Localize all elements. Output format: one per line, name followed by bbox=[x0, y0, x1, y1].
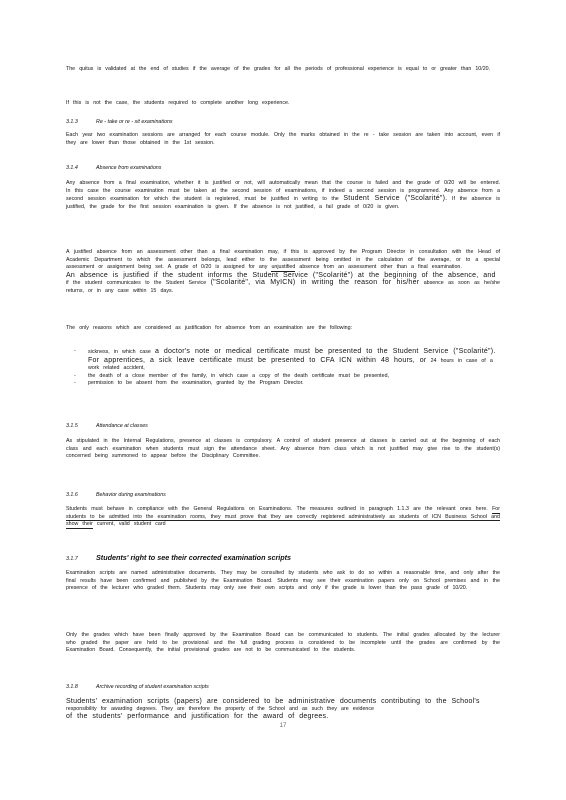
list-item bbox=[88, 373, 500, 381]
list-item-text: permission to be absent from the examination, granted by the Program Director. bbox=[88, 380, 304, 387]
myicn-emphasis: ("Scolarité", via MyICN) in writing the reason for his/her bbox=[210, 279, 420, 287]
absence-paragraph-2 bbox=[66, 249, 500, 296]
absence-text-1 bbox=[66, 180, 500, 211]
list-item-text: the death of a close member of the family, in which case a copy of the death certificate must be presented, bbox=[88, 372, 389, 379]
absence-text-part: Any absence from a final examination, whether it is justified or not, will automatically mean that the course is failed and the grade of 0/20 will be entered. In this case the course examination must be taken at the second session of examinations, if indeed a second session is programmed. Any absence from a second session examination for which the student is registered, must be justified in writing to the bbox=[66, 180, 500, 203]
behavior-text-part: current, valid student card bbox=[96, 521, 166, 528]
section-number: 3.1.7 bbox=[66, 556, 78, 562]
medical-certificate-emphasis: a doctor's note or medical certificate must be presented to the Student Service ("Scolarité"). For apprentices, a sick leave certificate must be presented to CFA ICN within 48 hours, or bbox=[88, 348, 496, 364]
scripts-paragraph-1 bbox=[66, 570, 500, 593]
section-heading-3-1-8 bbox=[66, 684, 209, 691]
list-item bbox=[88, 380, 500, 388]
scripts-paragraph-2 bbox=[66, 632, 500, 655]
list-item bbox=[88, 348, 500, 373]
scripts-text-2: Only the grades which have been finally approved by the Examination Board can be communicated to students. The initial grades allocated by the lecturer who graded the paper are held to be provisional and the full grading process is considered to be incomplete until the grades are confirmed by the Examination Board. Consequently, the initial provisional grades are not to be communicated to the students. bbox=[66, 632, 500, 654]
absence-text-part: if the student communicates to the Student Service bbox=[66, 280, 207, 287]
retake-paragraph bbox=[66, 132, 500, 147]
section-heading-3-1-4 bbox=[66, 165, 161, 172]
section-number: 3.1.5 bbox=[66, 423, 78, 429]
justified-absence-emphasis: An absence is justified if the student informs the Student Service ("Scolarité") at the beginning of the absence, and bbox=[66, 271, 496, 279]
section-title: Re - take or re - sit examinations bbox=[96, 119, 173, 125]
quitus-text: The quitus is validated at the end of studies if the average of the grades for all the periods of professional experience is equal to or greater than 10/20. bbox=[66, 66, 491, 72]
section-number: 3.1.6 bbox=[66, 492, 78, 498]
section-title: Archive recording of student examination scripts bbox=[96, 684, 209, 690]
section-number: 3.1.3 bbox=[66, 119, 78, 125]
section-heading-3-1-3 bbox=[66, 119, 173, 126]
absence-paragraph-1 bbox=[66, 180, 500, 211]
absence-text-part: absence as soon as he/she returns, or in any case within 15 days. bbox=[66, 280, 500, 294]
archive-paragraph bbox=[66, 698, 500, 721]
archive-text: responsibility for awarding degrees. They are therefore the property of the School and as such they are evidence bbox=[66, 705, 374, 712]
reasons-intro-paragraph bbox=[66, 325, 500, 333]
absence-text-part: If the absence is justified, the grade for the first session examination is given. If the absence is not justified, a fail grade of 0/20 is given. bbox=[66, 196, 501, 210]
student-service-emphasis: Student Service ("Scolarité"). bbox=[343, 195, 448, 203]
scripts-text-1: Examination scripts are named administrative documents. They may be consulted by students who ask to do so within a reasonable time, and only after the final results have been confirmed and published by the Examination Board. Students may see their examination papers only on School premises and in the presence of the lecturer who graded them. Students may only see their own scripts and only if the grade is lower than the pass grade of 10/20. bbox=[66, 570, 500, 592]
section-title: Students' right to see their corrected examination scripts bbox=[96, 553, 292, 562]
section-heading-3-1-6 bbox=[66, 492, 166, 499]
unjustified-underlined: unjustified bbox=[271, 264, 296, 271]
section-heading-3-1-7 bbox=[66, 554, 291, 563]
section-heading-3-1-5 bbox=[66, 423, 148, 430]
retake-text: Each year two examination sessions are arranged for each course module. Only the marks obtained in the re - take session are taken into account, even if they are lower than those obtained in the 1st session. bbox=[66, 132, 500, 146]
archive-emphasis-end: of the students' performance and justification for the award of degrees. bbox=[66, 713, 329, 721]
attendance-text: As stipulated in the Internal Regulations, presence at classes is compulsory. A control of student presence at classes is carried out at the beginning of each class and each examination when students must sign the attendance sheet. Any absence from class which is not justified may give rise to the student(s) concerned being summoned to appear before the Disciplinary Committee. bbox=[66, 438, 500, 460]
admission-underlined: For students to be admitted into the examination rooms, they must prove that they are correctly registered administratively as students of ICN Business School and show their bbox=[66, 506, 501, 528]
section-number: 3.1.8 bbox=[66, 684, 78, 690]
section-title: Behavior during examinations bbox=[96, 492, 166, 498]
reasons-intro-text: The only reasons which are considered as justification for absence from an examination are the following: bbox=[66, 325, 353, 331]
not-case-text: If this is not the case, the students required to complete another long experience. bbox=[66, 100, 290, 106]
attendance-paragraph bbox=[66, 438, 500, 461]
not-case-paragraph bbox=[66, 100, 500, 108]
reasons-list bbox=[66, 348, 500, 388]
behavior-paragraph bbox=[66, 506, 500, 529]
list-item-text: sickness, in which case bbox=[88, 349, 151, 355]
behavior-text-part: Students must behave in compliance with the General Regulations on Examinations. The measures outlined in paragraph 1.1.3 are the relevant ones here. bbox=[66, 506, 488, 512]
section-title: Absence from examinations bbox=[96, 165, 162, 171]
quitus-paragraph bbox=[66, 66, 500, 74]
absence-text-2 bbox=[66, 249, 500, 272]
list-item-text: 24 hours in case of a work related accident, bbox=[88, 357, 493, 372]
archive-emphasis: Students' examination scripts (papers) are considered to be administrative documents contributing to the School's bbox=[66, 698, 480, 705]
page-number: 17 bbox=[279, 723, 287, 729]
absence-text-part: absence from an assessment other than a final examination. bbox=[299, 264, 462, 271]
absence-text-part: A justified absence from an assessment other than a final examination may, if this is approved by the Program Director in consultation with the Head of Academic Department to which the assessment belongs, lead either to the assessment being omitted in the calculation of the average, or to a special assessment or assignment being set. A grade of 0/20 is assigned for any bbox=[66, 249, 500, 271]
section-title: Attendance at classes bbox=[96, 423, 148, 429]
behavior-text bbox=[66, 506, 500, 529]
section-number: 3.1.4 bbox=[66, 165, 78, 171]
absence-text-3 bbox=[66, 279, 500, 295]
